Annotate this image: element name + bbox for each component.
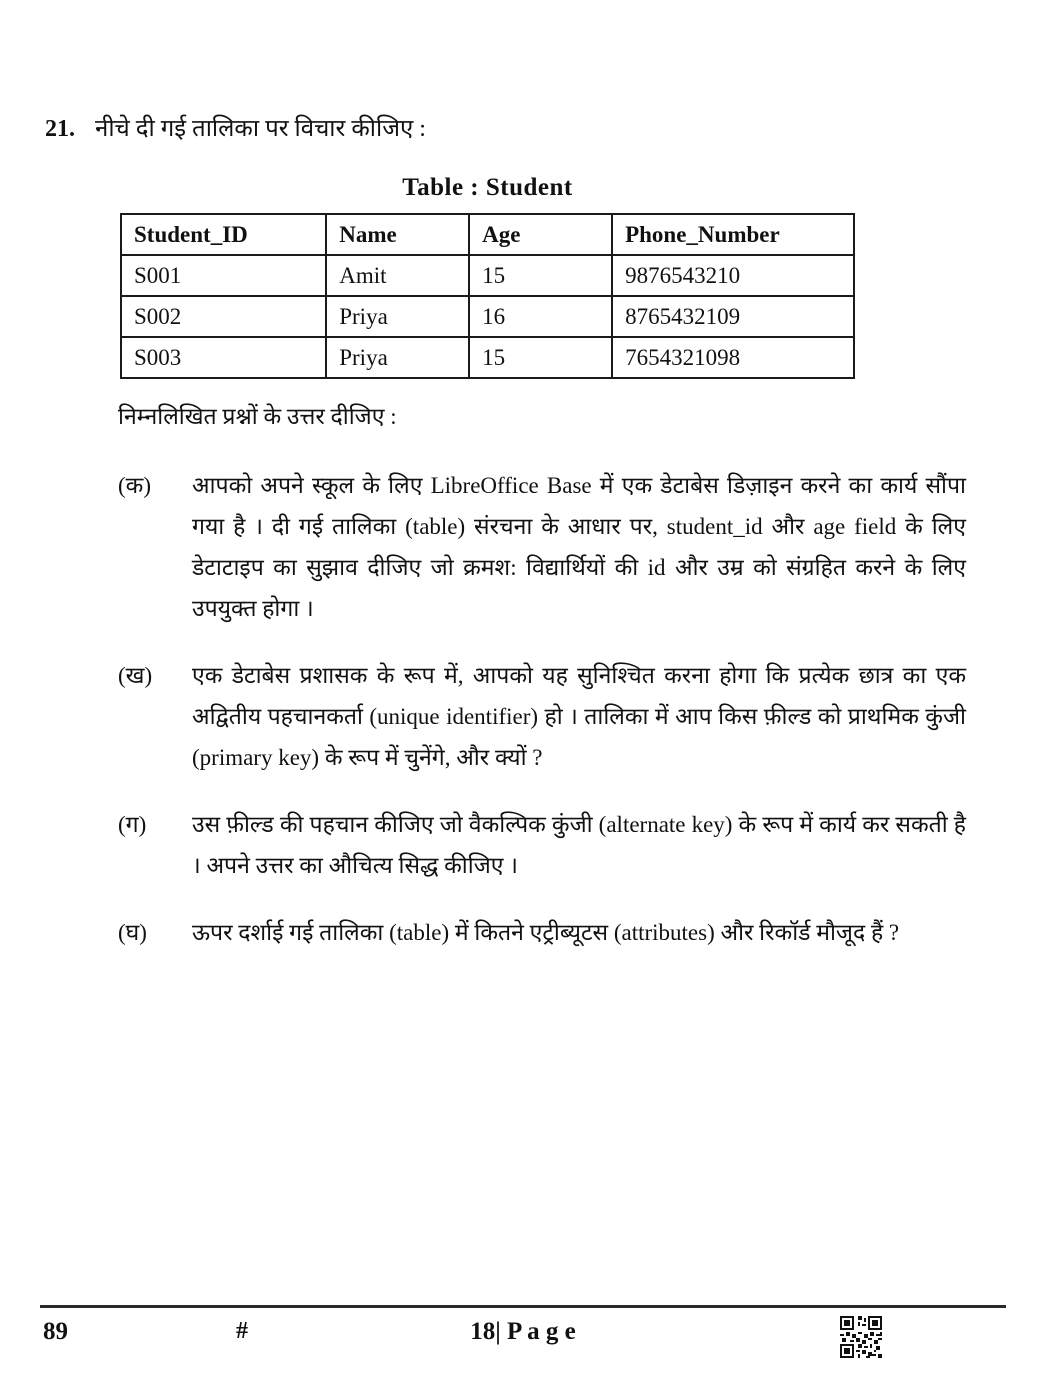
- student-table: [120, 213, 855, 379]
- table-row: [121, 296, 854, 337]
- footer-paper-code: 89: [43, 1318, 68, 1345]
- part-ga: [118, 804, 966, 886]
- part-label: (ग): [118, 812, 147, 837]
- header-name: Name: [326, 214, 469, 255]
- footer-divider: [40, 1305, 1006, 1308]
- cell-age: 15: [469, 255, 612, 296]
- cell-student-id: S001: [121, 255, 326, 296]
- part-ka: [118, 465, 966, 629]
- table-title: Table : Student: [402, 174, 573, 201]
- part-kha: [118, 655, 966, 778]
- part-text: आपको अपने स्कूल के लिए LibreOffice Base में एक डेटाबेस डिज़ाइन करने का कार्य सौंपा गया है । दी गई तालिका (table) संरचना के आधार पर, student_id और age field के लिए डेटाटाइप का सुझाव दीजिए जो क्रमश: विद्यार्थियों की id और उम्र को संग्रहित करने के लिए उपयुक्त होगा ।: [192, 473, 966, 621]
- part-label: (घ): [118, 920, 147, 945]
- cell-name: Amit: [326, 255, 469, 296]
- header-age: Age: [469, 214, 612, 255]
- question-number: 21.: [45, 116, 75, 142]
- part-text: एक डेटाबेस प्रशासक के रूप में, आपको यह सुनिश्चित करना होगा कि प्रत्येक छात्र का एक अद्वितीय पहचानकर्ता (unique identifier) हो । तालिका में आप किस फ़ील्ड को प्राथमिक कुंजी (primary key) के रूप में चुनेंगे, और क्यों ?: [192, 663, 966, 770]
- header-phone-number: Phone_Number: [612, 214, 854, 255]
- qr-code-icon: [840, 1316, 882, 1358]
- part-label: (ख): [118, 663, 153, 688]
- cell-name: Priya: [326, 296, 469, 337]
- cell-phone: 7654321098: [612, 337, 854, 378]
- part-text: उस फ़ील्ड की पहचान कीजिए जो वैकल्पिक कुंजी (alternate key) के रूप में कार्य कर सकती है । अपने उत्तर का औचित्य सिद्ध कीजिए ।: [192, 812, 966, 878]
- cell-student-id: S003: [121, 337, 326, 378]
- part-text: ऊपर दर्शाई गई तालिका (table) में कितने एट्रीब्यूटस (attributes) और रिकॉर्ड मौजूद हैं ?: [192, 920, 900, 945]
- header-student-id: Student_ID: [121, 214, 326, 255]
- cell-age: 15: [469, 337, 612, 378]
- table-row: [121, 255, 854, 296]
- part-gha: [118, 912, 966, 953]
- cell-phone: 9876543210: [612, 255, 854, 296]
- cell-phone: 8765432109: [612, 296, 854, 337]
- table-header-row: [121, 214, 854, 255]
- cell-age: 16: [469, 296, 612, 337]
- footer-page-number: 18| P a g e: [470, 1318, 576, 1345]
- instruction-text: निम्नलिखित प्रश्नों के उत्तर दीजिए :: [118, 404, 397, 429]
- table-row: [121, 337, 854, 378]
- cell-student-id: S002: [121, 296, 326, 337]
- cell-name: Priya: [326, 337, 469, 378]
- part-label: (क): [118, 473, 151, 498]
- footer-hash-mark: #: [236, 1318, 248, 1344]
- question-heading: [45, 112, 965, 146]
- question-body: [118, 399, 966, 953]
- question-text: नीचे दी गई तालिका पर विचार कीजिए :: [95, 116, 426, 142]
